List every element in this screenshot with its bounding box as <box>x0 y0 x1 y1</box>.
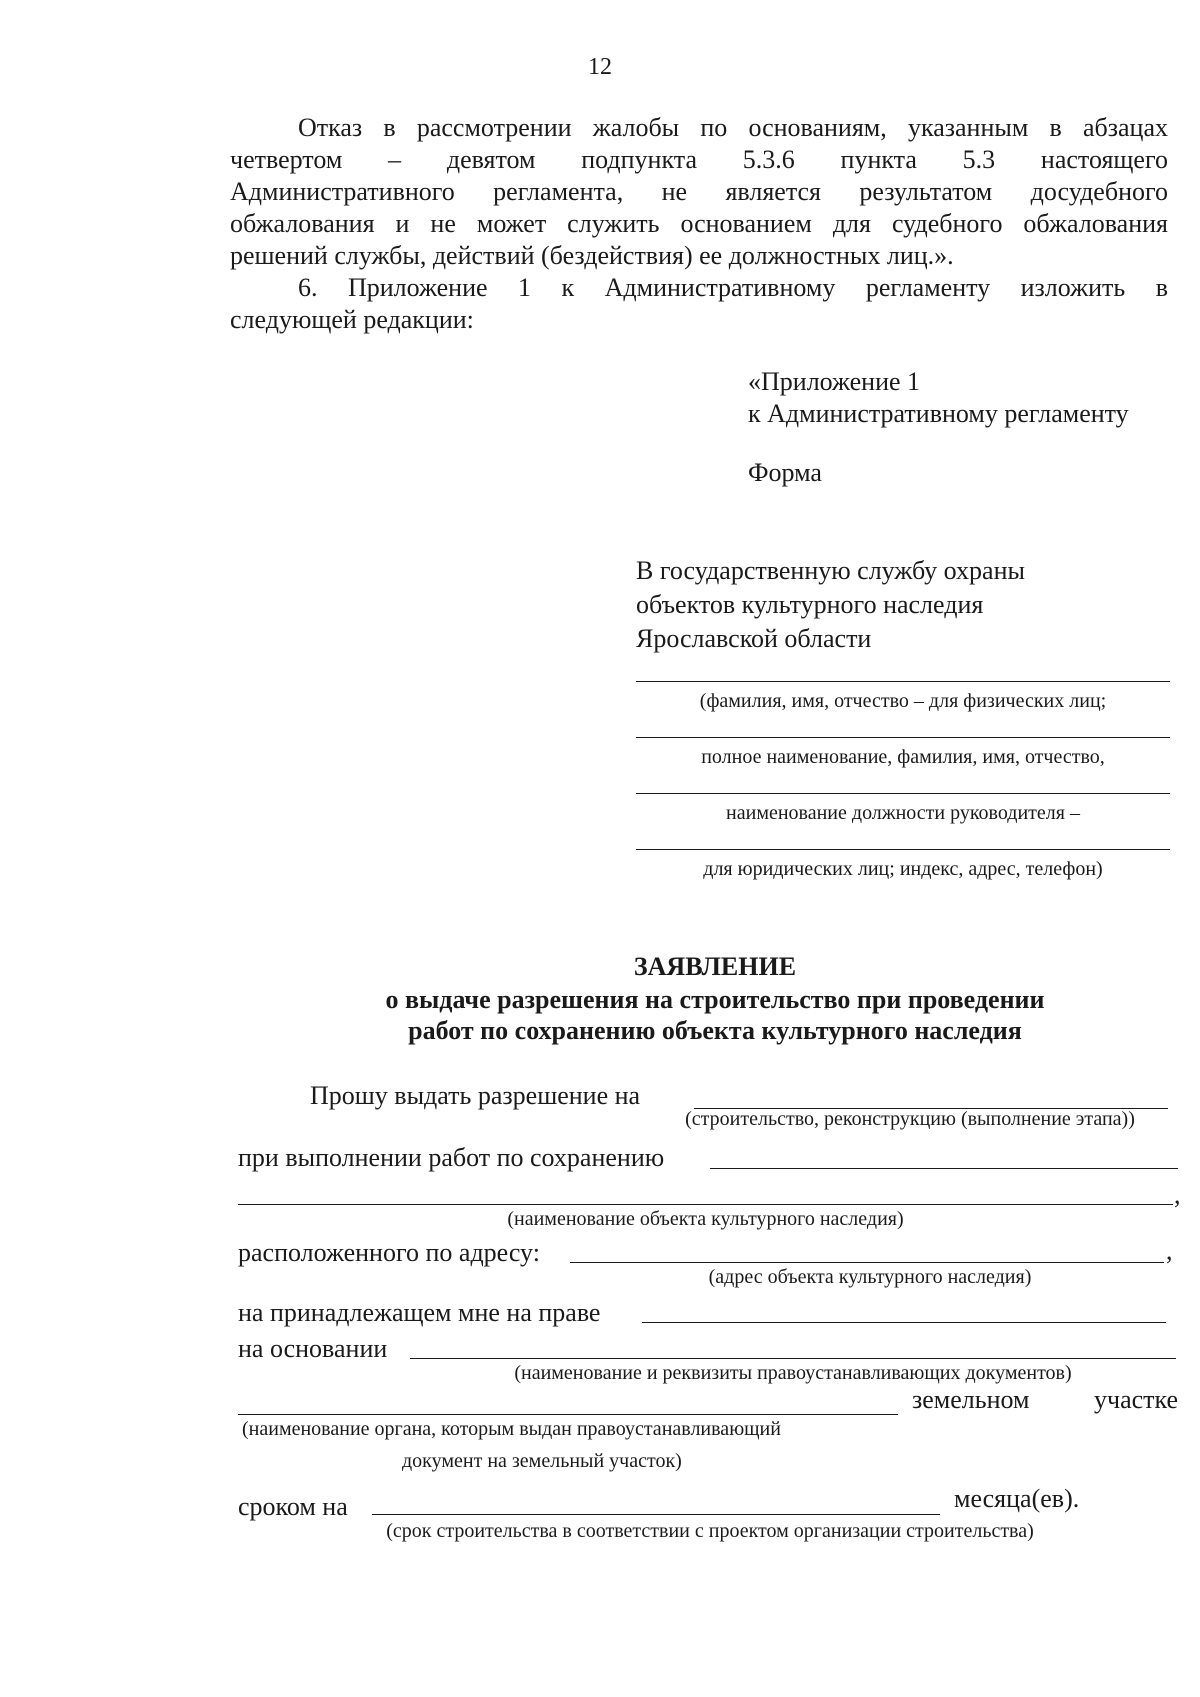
paragraph-line: Отказ в рассмотрении жалобы по основаниям, указанным в абзацах <box>298 113 1168 142</box>
paragraph-line: обжалования и не может служить основанием для судебного обжалования <box>230 209 1168 238</box>
address-label: расположенного по адресу: <box>238 1238 540 1267</box>
issuing-authority-caption: документ на земельный участок) <box>402 1450 682 1472</box>
issuing-authority-field[interactable] <box>238 1414 898 1415</box>
months-label: месяца(ев). <box>954 1484 1080 1513</box>
applicant-fill-line[interactable] <box>636 737 1170 738</box>
applicant-fill-line[interactable] <box>636 793 1170 794</box>
term-field[interactable] <box>372 1514 940 1515</box>
applicant-caption: полное наименование, фамилия, имя, отчество, <box>701 746 1105 768</box>
addressee-block <box>636 554 1025 656</box>
paragraph-refusal <box>230 112 1168 272</box>
applicant-fill-line[interactable] <box>636 681 1170 682</box>
ownership-right-field[interactable] <box>642 1322 1166 1323</box>
paragraph-line: четвертом – девятом подпункта 5.3.6 пункта 5.3 настоящего <box>230 145 1168 174</box>
land-plot-word: участке <box>1094 1385 1179 1414</box>
paragraph-line: Административного регламента, не является результатом досудебного <box>230 177 1168 206</box>
document-subtitle-line: о выдаче разрешения на строительство при проведении <box>385 985 1045 1014</box>
heritage-object-field[interactable] <box>710 1168 1178 1169</box>
ownership-right-label: на принадлежащем мне на праве <box>238 1298 601 1327</box>
addressee-line: объектов культурного наследия <box>636 590 984 619</box>
appendix-subtitle: к Административному регламенту <box>748 399 1129 428</box>
comma: , <box>1174 1180 1181 1209</box>
heritage-object-caption: (наименование объекта культурного наследия) <box>507 1208 904 1230</box>
form-label: Форма <box>748 458 822 487</box>
document-subtitle-line: работ по сохранению объекта культурного наследия <box>408 1016 1022 1045</box>
issuing-authority-caption: (наименование органа, которым выдан правоустанавливающий <box>242 1418 781 1440</box>
paragraph-appendix-amendment <box>230 272 1168 336</box>
term-caption: (срок строительства в соответствии с проектом организации строительства) <box>386 1520 1034 1542</box>
applicant-caption: наименование должности руководителя – <box>726 802 1080 824</box>
heritage-object-field-continued[interactable] <box>238 1204 1173 1205</box>
permit-type-caption: (строительство, реконструкцию (выполнение этапа)) <box>685 1108 1135 1130</box>
address-caption: (адрес объекта культурного наследия) <box>708 1266 1032 1288</box>
paragraph-line: 6. Приложение 1 к Административному регламенту изложить в <box>298 273 1168 302</box>
applicant-caption: для юридических лиц; индекс, адрес, телефон) <box>703 858 1103 880</box>
applicant-caption: (фамилия, имя, отчество – для физических лиц; <box>699 690 1107 712</box>
land-plot-word: земельном <box>912 1385 1030 1414</box>
term-label: сроком на <box>238 1492 348 1521</box>
page-number: 12 <box>588 54 612 80</box>
paragraph-line: решений службы, действий (бездействия) ее должностных лиц.». <box>230 241 954 270</box>
request-label: Прошу выдать разрешение на <box>310 1081 641 1110</box>
paragraph-line: следующей редакции: <box>230 305 474 334</box>
comma: , <box>1166 1236 1173 1265</box>
addressee-line: В государственную службу охраны <box>636 556 1025 585</box>
address-field[interactable] <box>570 1262 1164 1263</box>
basis-label: на основании <box>238 1334 388 1363</box>
addressee-line: Ярославской области <box>636 624 872 653</box>
works-label: при выполнении работ по сохранению <box>238 1143 665 1172</box>
document-title: ЗАЯВЛЕНИЕ <box>633 952 797 981</box>
basis-field[interactable] <box>410 1358 1176 1359</box>
appendix-title: «Приложение 1 <box>748 367 921 396</box>
basis-caption: (наименование и реквизиты правоустанавливающих документов) <box>514 1362 1072 1384</box>
applicant-fill-line[interactable] <box>636 849 1170 850</box>
